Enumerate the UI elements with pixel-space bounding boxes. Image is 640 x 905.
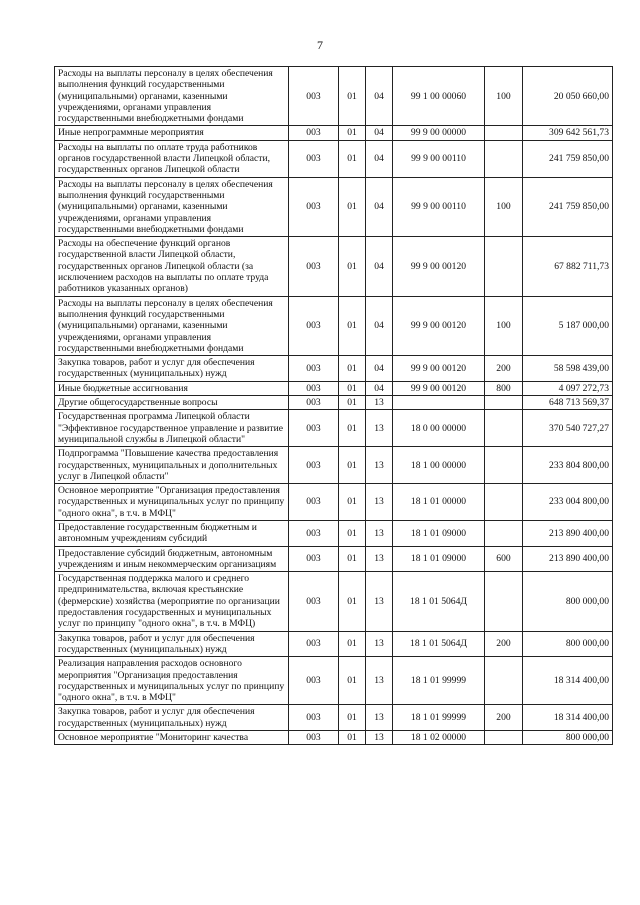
table-row xyxy=(55,520,613,546)
row-subsection-cell: 13 xyxy=(366,657,393,705)
row-subsection-cell: 13 xyxy=(366,410,393,447)
row-name-cell: Реализация направления расходов основного мероприятия "Организация предоставления государственных и муниципальных услуг по принципу "одного окна", в т.ч. в МФЦ" xyxy=(55,657,289,705)
row-expense-type-cell: 200 xyxy=(485,356,523,382)
row-section-cell: 01 xyxy=(339,410,366,447)
row-expense-type-cell xyxy=(485,396,523,410)
row-amount-cell: 800 000,00 xyxy=(523,572,613,631)
row-amount-cell: 18 314 400,00 xyxy=(523,657,613,705)
row-expense-type-cell xyxy=(485,410,523,447)
row-amount-cell: 241 759 850,00 xyxy=(523,140,613,177)
row-expense-type-cell: 100 xyxy=(485,177,523,236)
row-amount-cell: 4 097 272,73 xyxy=(523,381,613,395)
row-name-cell: Подпрограмма "Повышение качества предоставления государственных, муниципальных и дополнительных услуг в Липецкой области" xyxy=(55,447,289,484)
row-subsection-cell: 13 xyxy=(366,572,393,631)
row-section-cell: 01 xyxy=(339,396,366,410)
row-subsection-cell: 13 xyxy=(366,631,393,657)
row-amount-cell: 67 882 711,73 xyxy=(523,237,613,296)
row-subsection-cell: 13 xyxy=(366,705,393,731)
row-name-cell: Расходы на выплаты персоналу в целях обеспечения выполнения функций государственными (муниципальными) органами, казенными учреждениями, органами управления государственными внебюджетными фондами xyxy=(55,177,289,236)
row-target-article-cell: 99 9 00 00120 xyxy=(393,356,485,382)
row-ved-cell: 003 xyxy=(289,631,339,657)
row-target-article-cell: 99 9 00 00110 xyxy=(393,140,485,177)
row-amount-cell: 370 540 727,27 xyxy=(523,410,613,447)
row-name-cell: Предоставление субсидий бюджетным, автономным учреждениям и иным некоммерческим организациям xyxy=(55,546,289,572)
row-subsection-cell: 04 xyxy=(366,177,393,236)
row-name-cell: Основное мероприятие "Организация предоставления государственных и муниципальных услуг по принципу "одного окна", в т.ч. в МФЦ" xyxy=(55,484,289,521)
row-subsection-cell: 04 xyxy=(366,381,393,395)
row-expense-type-cell xyxy=(485,572,523,631)
row-target-article-cell: 18 1 01 09000 xyxy=(393,546,485,572)
row-expense-type-cell xyxy=(485,731,523,745)
row-target-article-cell: 18 1 01 99999 xyxy=(393,657,485,705)
row-name-cell: Основное мероприятие "Мониторинг качества xyxy=(55,731,289,745)
row-ved-cell: 003 xyxy=(289,657,339,705)
table-row xyxy=(55,356,613,382)
row-target-article-cell: 18 1 01 5064Д xyxy=(393,572,485,631)
row-amount-cell: 18 314 400,00 xyxy=(523,705,613,731)
table-row xyxy=(55,237,613,296)
row-name-cell: Государственная программа Липецкой области "Эффективное государственное управление и развитие муниципальной службы в Липецкой области" xyxy=(55,410,289,447)
row-section-cell: 01 xyxy=(339,296,366,355)
row-expense-type-cell xyxy=(485,520,523,546)
row-target-article-cell: 18 1 00 00000 xyxy=(393,447,485,484)
row-amount-cell: 233 004 800,00 xyxy=(523,484,613,521)
row-section-cell: 01 xyxy=(339,631,366,657)
row-ved-cell: 003 xyxy=(289,731,339,745)
row-subsection-cell: 04 xyxy=(366,140,393,177)
row-amount-cell: 800 000,00 xyxy=(523,731,613,745)
row-name-cell: Иные непрограммные мероприятия xyxy=(55,126,289,140)
table-row xyxy=(55,67,613,126)
row-expense-type-cell xyxy=(485,484,523,521)
row-name-cell: Предоставление государственным бюджетным и автономным учреждениям субсидий xyxy=(55,520,289,546)
budget-table xyxy=(54,66,613,745)
table-row xyxy=(55,657,613,705)
table-row xyxy=(55,705,613,731)
table-row xyxy=(55,140,613,177)
row-amount-cell: 213 890 400,00 xyxy=(523,546,613,572)
table-row xyxy=(55,410,613,447)
row-section-cell: 01 xyxy=(339,657,366,705)
table-row xyxy=(55,731,613,745)
row-ved-cell: 003 xyxy=(289,126,339,140)
table-row xyxy=(55,484,613,521)
table-row xyxy=(55,631,613,657)
row-section-cell: 01 xyxy=(339,177,366,236)
row-subsection-cell: 04 xyxy=(366,356,393,382)
row-target-article-cell: 99 9 00 00120 xyxy=(393,381,485,395)
row-subsection-cell: 13 xyxy=(366,447,393,484)
table-row xyxy=(55,296,613,355)
row-section-cell: 01 xyxy=(339,731,366,745)
table-row xyxy=(55,396,613,410)
row-expense-type-cell xyxy=(485,657,523,705)
row-amount-cell: 309 642 561,73 xyxy=(523,126,613,140)
row-name-cell: Расходы на выплаты по оплате труда работников органов государственной власти Липецкой области, государственных органов Липецкой области xyxy=(55,140,289,177)
row-expense-type-cell: 800 xyxy=(485,381,523,395)
row-section-cell: 01 xyxy=(339,484,366,521)
row-target-article-cell: 99 1 00 00060 xyxy=(393,67,485,126)
row-ved-cell: 003 xyxy=(289,177,339,236)
row-target-article-cell: 99 9 00 00120 xyxy=(393,296,485,355)
row-target-article-cell: 99 9 00 00000 xyxy=(393,126,485,140)
row-ved-cell: 003 xyxy=(289,546,339,572)
row-subsection-cell: 04 xyxy=(366,67,393,126)
row-expense-type-cell xyxy=(485,447,523,484)
row-subsection-cell: 13 xyxy=(366,484,393,521)
row-target-article-cell: 99 9 00 00120 xyxy=(393,237,485,296)
row-target-article-cell xyxy=(393,396,485,410)
table-row xyxy=(55,572,613,631)
row-target-article-cell: 18 1 01 00000 xyxy=(393,484,485,521)
row-ved-cell: 003 xyxy=(289,447,339,484)
row-ved-cell: 003 xyxy=(289,520,339,546)
row-subsection-cell: 04 xyxy=(366,126,393,140)
row-name-cell: Расходы на выплаты персоналу в целях обеспечения выполнения функций государственными (муниципальными) органами, казенными учреждениями, органами управления государственными внебюджетными фондами xyxy=(55,67,289,126)
row-subsection-cell: 04 xyxy=(366,237,393,296)
table-row xyxy=(55,447,613,484)
row-name-cell: Закупка товаров, работ и услуг для обеспечения государственных (муниципальных) нужд xyxy=(55,705,289,731)
row-expense-type-cell: 100 xyxy=(485,296,523,355)
row-name-cell: Иные бюджетные ассигнования xyxy=(55,381,289,395)
row-amount-cell: 648 713 569,37 xyxy=(523,396,613,410)
row-name-cell: Закупка товаров, работ и услуг для обеспечения государственных (муниципальных) нужд xyxy=(55,356,289,382)
row-target-article-cell: 99 9 00 00110 xyxy=(393,177,485,236)
row-name-cell: Расходы на обеспечение функций органов государственной власти Липецкой области, государственных органов Липецкой области (за исключением расходов на выплаты по оплате труда работников указанных органов) xyxy=(55,237,289,296)
row-section-cell: 01 xyxy=(339,572,366,631)
row-ved-cell: 003 xyxy=(289,296,339,355)
row-target-article-cell: 18 1 01 99999 xyxy=(393,705,485,731)
row-section-cell: 01 xyxy=(339,520,366,546)
row-section-cell: 01 xyxy=(339,381,366,395)
row-amount-cell: 800 000,00 xyxy=(523,631,613,657)
row-expense-type-cell: 100 xyxy=(485,67,523,126)
row-amount-cell: 20 050 660,00 xyxy=(523,67,613,126)
row-target-article-cell: 18 0 00 00000 xyxy=(393,410,485,447)
row-expense-type-cell xyxy=(485,237,523,296)
table-row xyxy=(55,381,613,395)
row-section-cell: 01 xyxy=(339,546,366,572)
row-expense-type-cell xyxy=(485,126,523,140)
row-subsection-cell: 04 xyxy=(366,296,393,355)
row-section-cell: 01 xyxy=(339,126,366,140)
row-ved-cell: 003 xyxy=(289,356,339,382)
row-ved-cell: 003 xyxy=(289,237,339,296)
row-ved-cell: 003 xyxy=(289,484,339,521)
row-section-cell: 01 xyxy=(339,705,366,731)
row-target-article-cell: 18 1 01 09000 xyxy=(393,520,485,546)
row-section-cell: 01 xyxy=(339,237,366,296)
row-section-cell: 01 xyxy=(339,140,366,177)
row-expense-type-cell: 200 xyxy=(485,631,523,657)
row-amount-cell: 58 598 439,00 xyxy=(523,356,613,382)
row-subsection-cell: 13 xyxy=(366,546,393,572)
row-name-cell: Другие общегосударственные вопросы xyxy=(55,396,289,410)
row-target-article-cell: 18 1 01 5064Д xyxy=(393,631,485,657)
row-expense-type-cell xyxy=(485,140,523,177)
row-ved-cell: 003 xyxy=(289,67,339,126)
row-amount-cell: 5 187 000,00 xyxy=(523,296,613,355)
row-amount-cell: 213 890 400,00 xyxy=(523,520,613,546)
row-expense-type-cell: 600 xyxy=(485,546,523,572)
row-amount-cell: 241 759 850,00 xyxy=(523,177,613,236)
table-row xyxy=(55,546,613,572)
table-body xyxy=(55,67,613,745)
row-section-cell: 01 xyxy=(339,447,366,484)
page-number: 7 xyxy=(317,38,323,52)
row-ved-cell: 003 xyxy=(289,572,339,631)
row-subsection-cell: 13 xyxy=(366,731,393,745)
row-ved-cell: 003 xyxy=(289,396,339,410)
row-section-cell: 01 xyxy=(339,67,366,126)
row-subsection-cell: 13 xyxy=(366,396,393,410)
table-row xyxy=(55,177,613,236)
row-section-cell: 01 xyxy=(339,356,366,382)
row-ved-cell: 003 xyxy=(289,410,339,447)
row-subsection-cell: 13 xyxy=(366,520,393,546)
row-ved-cell: 003 xyxy=(289,140,339,177)
row-ved-cell: 003 xyxy=(289,705,339,731)
row-target-article-cell: 18 1 02 00000 xyxy=(393,731,485,745)
row-expense-type-cell: 200 xyxy=(485,705,523,731)
row-ved-cell: 003 xyxy=(289,381,339,395)
row-name-cell: Расходы на выплаты персоналу в целях обеспечения выполнения функций государственными (муниципальными) органами, казенными учреждениями, органами управления государственными внебюджетными фондами xyxy=(55,296,289,355)
row-amount-cell: 233 804 800,00 xyxy=(523,447,613,484)
row-name-cell: Государственная поддержка малого и среднего предпринимательства, включая крестьянские (фермерские) хозяйства (мероприятие по организации предоставления государственных и муниципальных услуг по принципу "одного окна", в т.ч. в МФЦ) xyxy=(55,572,289,631)
table-row xyxy=(55,126,613,140)
row-name-cell: Закупка товаров, работ и услуг для обеспечения государственных (муниципальных) нужд xyxy=(55,631,289,657)
